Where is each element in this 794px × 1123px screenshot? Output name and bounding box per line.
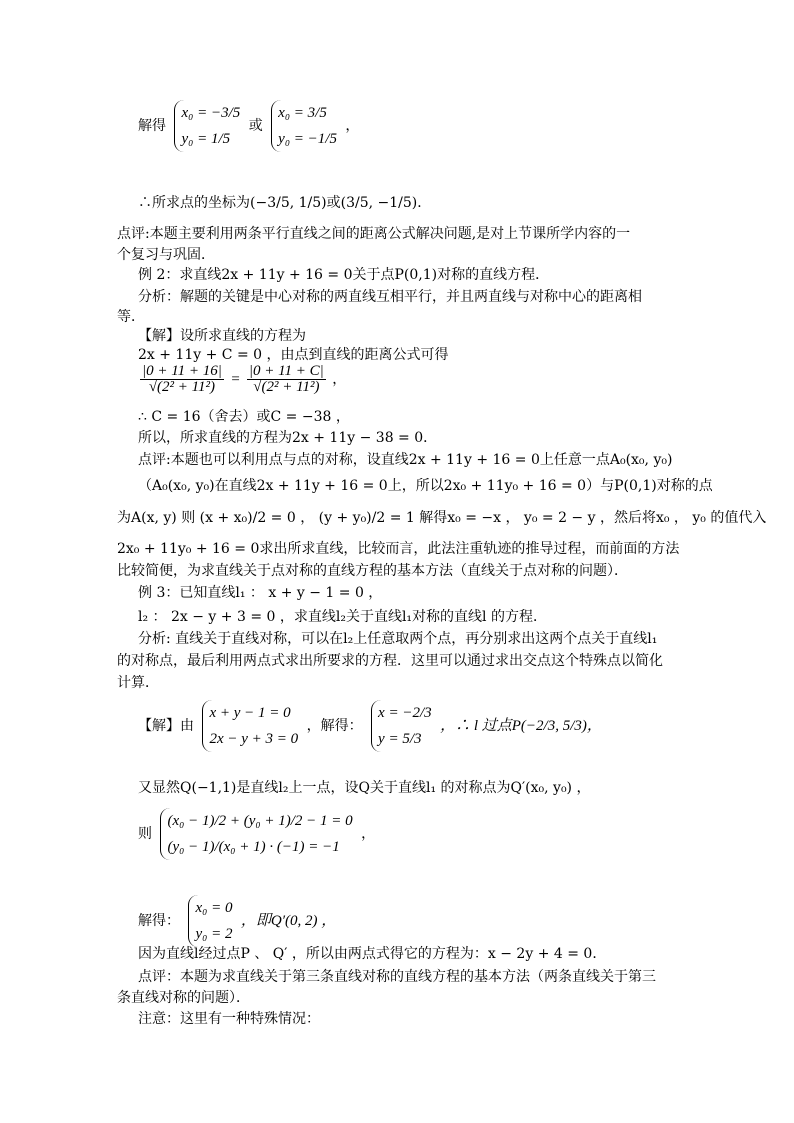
text-mid: ，解得： — [306, 718, 363, 734]
numerator: |0 + 11 + C| — [248, 363, 324, 379]
denominator: √(2² + 11²) — [148, 379, 216, 395]
equation-system-3 — [202, 700, 298, 752]
text-line: 【解】设所求直线的方程为 — [138, 328, 306, 344]
equation: y₀ = 1/5 — [181, 131, 231, 147]
text-prefix: 则 — [138, 826, 152, 842]
punctuation: ， — [361, 826, 376, 842]
text-line: ∴所求点的坐标为(−3/5, 1/5)或(3/5, −1/5)． — [138, 195, 432, 211]
text-line: ∴ C = 16（舍去）或C = −38 ， — [138, 409, 350, 425]
text-prefix: 【解】由 — [138, 718, 194, 734]
fraction — [247, 364, 326, 395]
equation: x₀ = 3/5 — [278, 105, 327, 121]
text-line: 条直线对称的问题）． — [117, 990, 250, 1006]
denominator: √(2² + 11²) — [253, 379, 320, 395]
text-line: 分析：解题的关键是中心对称的两直线互相平行，并且两直线与对称中心的距离相 — [138, 289, 642, 305]
text-line: 个复习与巩固． — [117, 247, 215, 263]
equation-system-1 — [174, 100, 240, 152]
text-line: 为A(x, y) 则 (x + x₀)/2 = 0 ， (y + y₀)/2 = 1 解得x₀ = −x ， y₀ = 2 − y ，然后将x₀ ， y₀ 的值代入 — [117, 510, 767, 526]
equation: 2x − y + 3 = 0 — [209, 731, 299, 747]
text-tail: ，即Q′(0, 2) ， — [240, 913, 337, 929]
text-line: 例 3：已知直线l₁ ： x + y − 1 = 0 ， — [138, 585, 383, 601]
text-tail: ，∴ l 过点P(−2/3, 5/3)， — [440, 718, 602, 734]
equation: x₀ = 0 — [195, 900, 233, 916]
text-line: （A₀(x₀, y₀)在直线2x + 11y + 16 = 0上，所以2x₀ + 11y₀ + 16 = 0）与P(0,1)对称的点 — [138, 478, 713, 494]
text-line: 所以，所求直线的方程为2x + 11y − 38 = 0． — [138, 430, 438, 446]
text-line: 点评：本题为求直线关于第三条直线对称的直线方程的基本方法（两条直线关于第三 — [138, 969, 656, 985]
equation: x₀ = −3/5 — [181, 105, 241, 121]
fraction — [140, 364, 224, 395]
text-line: 等． — [117, 309, 145, 325]
equation-system-5 — [160, 808, 352, 860]
text-line: 点评:本题主要利用两条平行直线之间的距离公式解决问题,是对上节课所学内容的一 — [117, 226, 631, 242]
punctuation: ， — [345, 118, 360, 134]
equation: y₀ = 2 — [195, 926, 233, 942]
text-line: 因为直线l经过点P 、 Q′ ，所以由两点式得它的方程为：x − 2y + 4 = 0． — [138, 946, 607, 962]
distance-formula: $\frac{|0 + 11 + 16|}{\text{√(2² + 11²)}}$ = $\frac{|0 + 11 + C|}{\text{√(2² + 11²)}}$ ， — [142, 363, 347, 395]
equation: y₀ = −1/5 — [278, 131, 337, 147]
punctuation: ， — [332, 371, 347, 388]
text-line: 注意：这里有一种特殊情况： — [138, 1011, 320, 1027]
text-line: 点评:本题也可以利用点与点的对称，设直线2x + 11y + 16 = 0上任意一点A₀(x₀, y₀) — [138, 452, 673, 468]
numerator: |0 + 11 + 16| — [142, 363, 222, 379]
text-line: l₂ ： 2x − y + 3 = 0 ，求直线l₂关于直线l₁对称的直线l 的方程． — [138, 609, 547, 625]
equation-system-6 — [188, 895, 232, 947]
solution-line-25 — [138, 808, 738, 860]
equation: (x₀ − 1)/2 + (y₀ + 1)/2 − 1 = 0 — [167, 813, 353, 829]
solution-line-26 — [138, 895, 738, 947]
equation: y = 5/3 — [378, 731, 422, 747]
text-line: 的对称点，最后利用两点式求出所要求的方程．这里可以通过求出交点这个特殊点以简化 — [117, 653, 663, 669]
text-line: 2x₀ + 11y₀ + 16 = 0求出所求直线，比较而言，此法注重轨迹的推导过程，而前面的方法 — [117, 541, 680, 557]
equation-system-2 — [271, 100, 337, 152]
text-line: 计算． — [117, 675, 159, 691]
solution-line-23 — [138, 700, 738, 752]
text-line: 2x + 11y + C = 0 ，由点到直线的距离公式可得 — [138, 347, 449, 363]
equation: (y₀ − 1)/(x₀ + 1) · (−1) = −1 — [167, 839, 340, 855]
text-line: 分析: 直线关于直线对称，可以在l₂上任意取两个点，再分别求出这两个点关于直线l₁ — [138, 631, 658, 647]
text-prefix: 解得： — [138, 913, 180, 929]
equation-system-4 — [371, 700, 432, 752]
solution-line-1 — [138, 100, 738, 152]
text-jiede: 解得 — [138, 118, 166, 134]
text-line: 比较简便，为求直线关于点对称的直线方程的基本方法（直线关于点对称的问题）． — [117, 563, 628, 579]
equation: x = −2/3 — [378, 705, 432, 721]
text-or: 或 — [248, 118, 263, 134]
equation: x + y − 1 = 0 — [209, 705, 291, 721]
text-line: 例 2：求直线2x + 11y + 16 = 0关于点P(0,1)对称的直线方程． — [138, 267, 550, 283]
text-line: 又显然Q(−1,1)是直线l₂上一点，设Q关于直线l₁ 的对称点为Q′(x₀, y₀) ， — [138, 780, 591, 796]
